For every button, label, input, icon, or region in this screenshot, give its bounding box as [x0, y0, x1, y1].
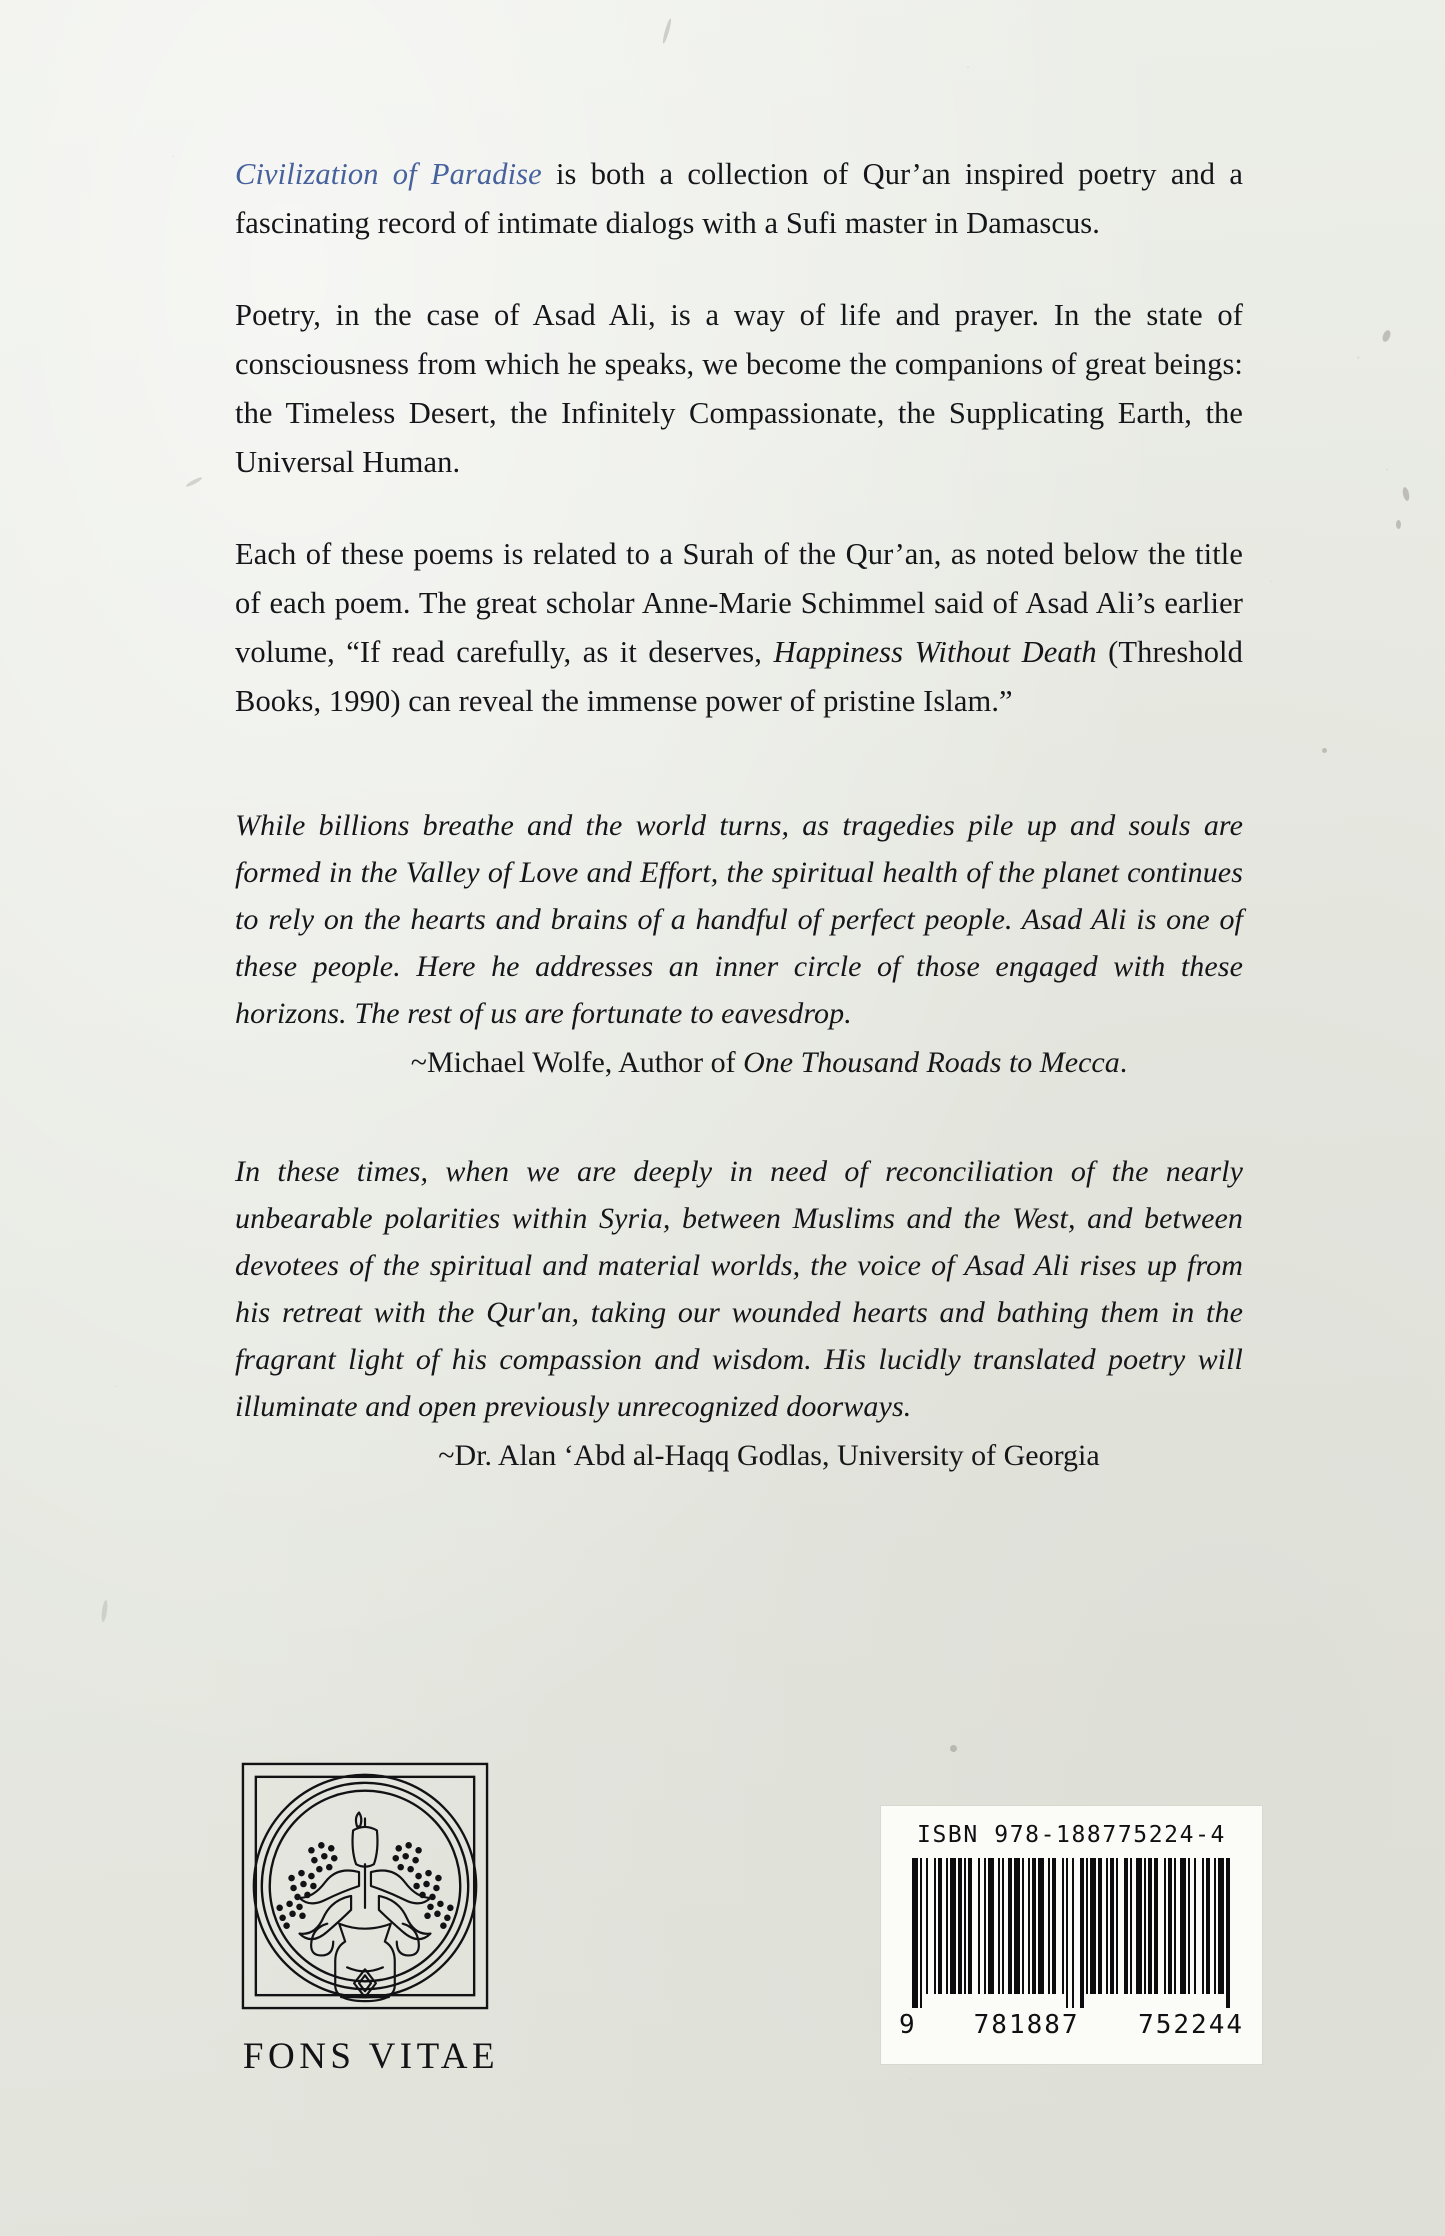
cited-work-title: Happiness Without Death — [773, 635, 1097, 669]
spacer — [235, 1086, 1243, 1148]
isbn-label: ISBN 978-188775224-4 — [917, 1822, 1226, 1848]
paragraph-surah-before: Each of these poems is related to a Surah of the Qur’an, as noted below the title of each poem. The great scholar Anne-Marie Schimmel said of Asad Ali’s earlier volume, “If read carefully, as it deserves, — [235, 537, 1243, 669]
blurb-godlas-attribution-name: ~Dr. Alan ‘Abd al-Haqq Godlas, University of Georgia — [438, 1439, 1100, 1472]
blurb-wolfe-attribution-work: One Thousand Roads to Mecca — [743, 1046, 1120, 1079]
ean-digits — [895, 2010, 1248, 2040]
cover-copy — [235, 150, 1243, 1479]
paper-speck — [1396, 520, 1401, 529]
paragraph-surah-after: (Threshold Books, 1990) can reveal the immense power of pristine Islam.” — [235, 635, 1243, 718]
paper-speck — [185, 476, 203, 488]
spacer — [235, 726, 1243, 802]
ean-group-left: 781887 — [973, 2010, 1080, 2040]
paper-speck — [1402, 487, 1411, 502]
paragraph-description — [235, 150, 1243, 248]
book-title-accent: Civilization of Paradise — [235, 157, 542, 191]
blurb-wolfe-text: While billions breathe and the world turns, as tragedies pile up and souls are formed in the Valley of Love and Effort, the spiritual health of the planet continues to rely on the hearts and brains of a handful of perfect people. Asad Ali is one of these people. Here he addresses an inner circle of those engaged with these horizons. The rest of us are fortunate to eavesdrop. — [235, 809, 1243, 1030]
barcode-bars — [895, 1858, 1248, 2008]
blurb-wolfe-attribution-name: ~Michael Wolfe, Author of — [410, 1046, 744, 1079]
paragraph-surah — [235, 530, 1243, 726]
ean-leading-digit: 9 — [899, 2010, 916, 2040]
blurb-godlas-attribution — [235, 1432, 1243, 1479]
blurb-wolfe-attribution — [235, 1039, 1243, 1086]
blurb-wolfe-attribution-end: . — [1119, 1046, 1128, 1079]
ean-group-right: 752244 — [1138, 2010, 1244, 2040]
fons-vitae-emblem-icon — [236, 1757, 494, 2015]
publisher-name: FONS VITAE — [242, 2036, 500, 2077]
paper-speck — [1381, 329, 1392, 343]
paragraph-description-rest: is both a collection of Qur’an inspired poetry and a fascinating record of intimate dialogs with a Sufi master in Damascus. — [235, 157, 1243, 240]
paper-speck — [950, 1745, 957, 1752]
paper-speck — [661, 18, 672, 44]
blurb-godlas-text: In these times, when we are deeply in need of reconciliation of the nearly unbearable polarities within Syria, between Muslims and the West, and between devotees of the spiritual and material worlds, the voice of Asad Ali rises up from his retreat with the Qur'an, taking our wounded hearts and bathing them in the fragrant light of his compassion and wisdom. His lucidly translated poetry will illuminate and open previously unrecognized doorways. — [235, 1155, 1243, 1423]
paragraph-poetry: Poetry, in the case of Asad Ali, is a way of life and prayer. In the state of consciousness from which he speaks, we become the companions of great beings: the Timeless Desert, the Infinitely Compassionate, the Supplicating Earth, the Universal Human. — [235, 298, 1243, 479]
paper-speck — [100, 1600, 108, 1622]
paper-speck — [1322, 748, 1327, 753]
isbn-barcode-block — [880, 1805, 1263, 2065]
publisher-logo-block — [236, 1757, 506, 2078]
